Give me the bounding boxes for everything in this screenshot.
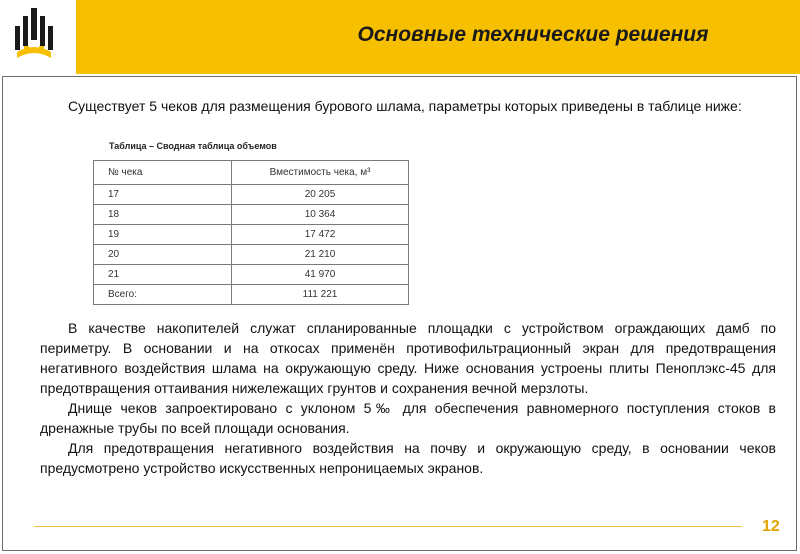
paragraph-screens: Для предотвращения негативного воздействия на почву и окружающую среду, в основании чеков предусмотрено устройство искусственных непроницаемых экранов. bbox=[40, 440, 776, 476]
footer-divider bbox=[34, 526, 742, 527]
table-cell-check: 17 bbox=[94, 185, 232, 205]
table-cell-capacity: 21 210 bbox=[232, 245, 409, 265]
table-row bbox=[94, 185, 409, 205]
table-row bbox=[94, 225, 409, 245]
table-cell-capacity: 10 364 bbox=[232, 205, 409, 225]
table-cell-check: 18 bbox=[94, 205, 232, 225]
body-text bbox=[40, 318, 776, 478]
table-total-row bbox=[94, 285, 409, 305]
table-cell-check: 19 bbox=[94, 225, 232, 245]
table-row bbox=[94, 265, 409, 285]
page-number: 12 bbox=[762, 518, 780, 535]
table-caption: Таблица – Сводная таблица объемов bbox=[109, 141, 277, 151]
page-title: Основные технические решения bbox=[357, 23, 709, 46]
table-header-row bbox=[94, 161, 409, 185]
volume-table bbox=[93, 160, 409, 305]
table-cell-capacity: 20 205 bbox=[232, 185, 409, 205]
company-logo bbox=[0, 0, 74, 74]
intro-paragraph bbox=[24, 96, 776, 116]
column-header-check: № чека bbox=[94, 161, 232, 185]
column-header-capacity: Вместимость чека, м³ bbox=[232, 161, 409, 185]
table-cell-check: 20 bbox=[94, 245, 232, 265]
company-logo-icon bbox=[0, 0, 74, 74]
table-cell-check: 21 bbox=[94, 265, 232, 285]
table-row bbox=[94, 205, 409, 225]
table-cell-capacity: 41 970 bbox=[232, 265, 409, 285]
intro-text: Существует 5 чеков для размещения бурового шлама, параметры которых приведены в таблице ниже: bbox=[68, 98, 742, 114]
header-bar bbox=[76, 0, 800, 74]
paragraph-slope: Днище чеков запроектировано с уклоном 5‰ для обеспечения равномерного поступления стоков в дренажные трубы по всей площади основания. bbox=[40, 400, 776, 436]
table-cell-total-label: Всего: bbox=[94, 285, 232, 305]
table-cell-capacity: 17 472 bbox=[232, 225, 409, 245]
table-row bbox=[94, 245, 409, 265]
table-cell-total-value: 111 221 bbox=[232, 285, 409, 305]
paragraph-storage: В качестве накопителей служат спланированные площадки с устройством ограждающих дамб по периметру. В основании и на откосах применён противофильтрационный экран для предотвращения негативного воздействия шлама на окружающую среду. Ниже основания устроены плиты Пеноплэкс-45 для предотвращения оттаивания нижележащих грунтов и сохранения вечной мерзлоты. bbox=[40, 320, 776, 396]
